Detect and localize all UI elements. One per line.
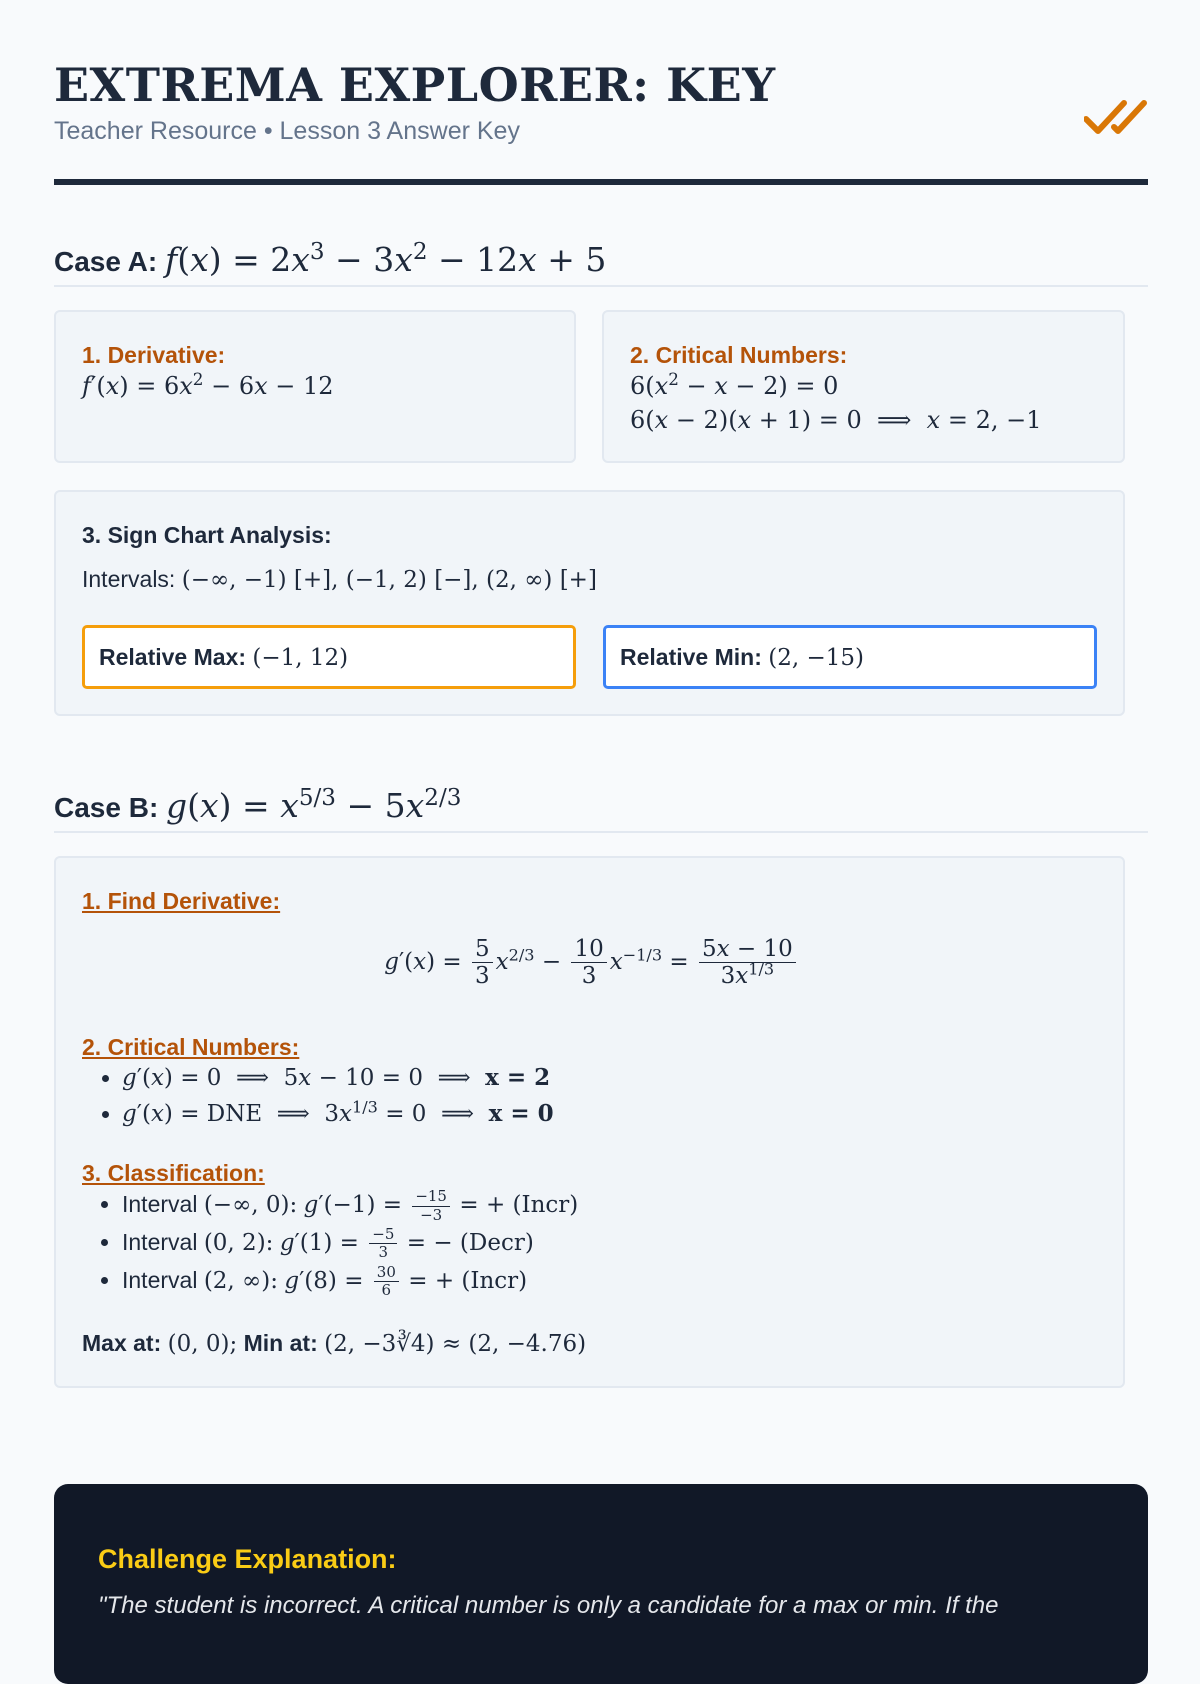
interval-2: (0, 2): [203,1229,274,1256]
case-a-step1-title: 1. Derivative: [82,342,226,368]
max-value: (0, 0); [167,1331,238,1357]
intervals-value: (−∞, −1) [+], (−1, 2) [−], (2, ∞) [+] [181,567,597,593]
case-b-function: $g(x) = x^{5/3} - 5x^{2/3}$ [166,785,462,825]
list-item: • Interval (−∞, 0): g′(−1) = $\frac{-15}{-3}$ = + (Incr) [122,1186,1022,1224]
intervals-label: Intervals: [82,566,176,592]
interval-1-result: = + (Incr) [459,1192,579,1218]
list-item: • Interval (0, 2): g′(1) = $\frac{-5}{3}$ = − (Decr) [122,1224,1022,1262]
min-value: (2, −3∛4) ≈ (2, −4.76) [324,1331,587,1357]
case-b-step2-title: 2. Critical Numbers: [82,1034,300,1060]
interval-1: (−∞, 0): [203,1192,298,1218]
case-a-step3-title: 3. Sign Chart Analysis: [82,522,332,548]
page-title: EXTREMA EXPLORER: KEY [54,58,776,112]
case-b-step1-title: 1. Find Derivative: [82,888,281,914]
interval-2-result: = − (Decr) [406,1229,534,1256]
relative-min-label: Relative Min: [620,644,762,670]
case-b-classification-list [82,1186,1022,1299]
list-item: • g′(x) = DNE ⟹ $3x^{1/3} = 0$ ⟹ x = 0 [122,1096,1022,1132]
relative-max-value: (−1, 12) [252,645,349,671]
max-label: Max at: [82,1330,162,1356]
relative-max-box [82,625,576,689]
case-b-label: Case B: [54,792,159,823]
case-a-function: $f(x) = 2x^3 - 3x^2 - 12x + 5$ [165,239,607,279]
case-a-derivative: $f'(x) = 6x^2 - 6x - 12$ [82,369,334,400]
case-a-label: Case A: [54,246,158,277]
double-check-icon [1084,95,1148,139]
case-b-heading [54,786,1148,833]
case-a-critical-card [602,310,1125,463]
case-b-derivative: g′(x) = $\frac{5}{3}$ $x^{2/3}$ − $\frac{10}{3}$ $x^{-1/3}$ = $\frac{5x - 10}{3x^{1/3}}$ [56,936,1127,990]
case-b-card [54,856,1125,1388]
case-a-step2-title: 2. Critical Numbers: [630,342,848,368]
relative-min-box [603,625,1097,689]
case-b-critical-list [82,1060,1022,1132]
relative-min-value: (2, −15) [768,645,865,671]
interval-3-result: = + (Incr) [408,1267,528,1294]
interval-3: (2, ∞): [203,1267,278,1294]
interval-word: Interval [122,1266,198,1293]
case-a-heading [54,240,1148,287]
case-a-derivative-card [54,310,576,463]
interval-word: Interval [122,1191,198,1217]
page-subtitle: Teacher Resource • Lesson 3 Answer Key [54,117,520,145]
relative-max-label: Relative Max: [99,644,247,670]
case-b-summary [82,1330,586,1357]
interval-word: Interval [122,1228,198,1255]
challenge-panel [54,1484,1148,1684]
case-a-intervals-row [82,566,597,593]
min-label: Min at: [243,1330,318,1356]
challenge-title: Challenge Explanation: [98,1544,397,1574]
case-b-step3-title: 3. Classification: [82,1160,265,1186]
case-a-crit-line2: 6(x − 2)(x + 1) = 0 ⟹ x = 2, −1 [630,406,1042,434]
page-header [54,55,1148,185]
case-a-sign-chart-card [54,490,1125,716]
challenge-text: "The student is incorrect. A critical number is only a candidate for a max or min. If the [98,1592,999,1619]
list-item: • g′(x) = 0 ⟹ 5x − 10 = 0 ⟹ x = 2 [122,1060,1022,1096]
list-item: • Interval (2, ∞): g′(8) = $\frac{30}{6}$ = + (Incr) [122,1262,1022,1300]
case-a-crit-line1: $6(x^2 - x - 2) = 0$ [630,369,839,400]
